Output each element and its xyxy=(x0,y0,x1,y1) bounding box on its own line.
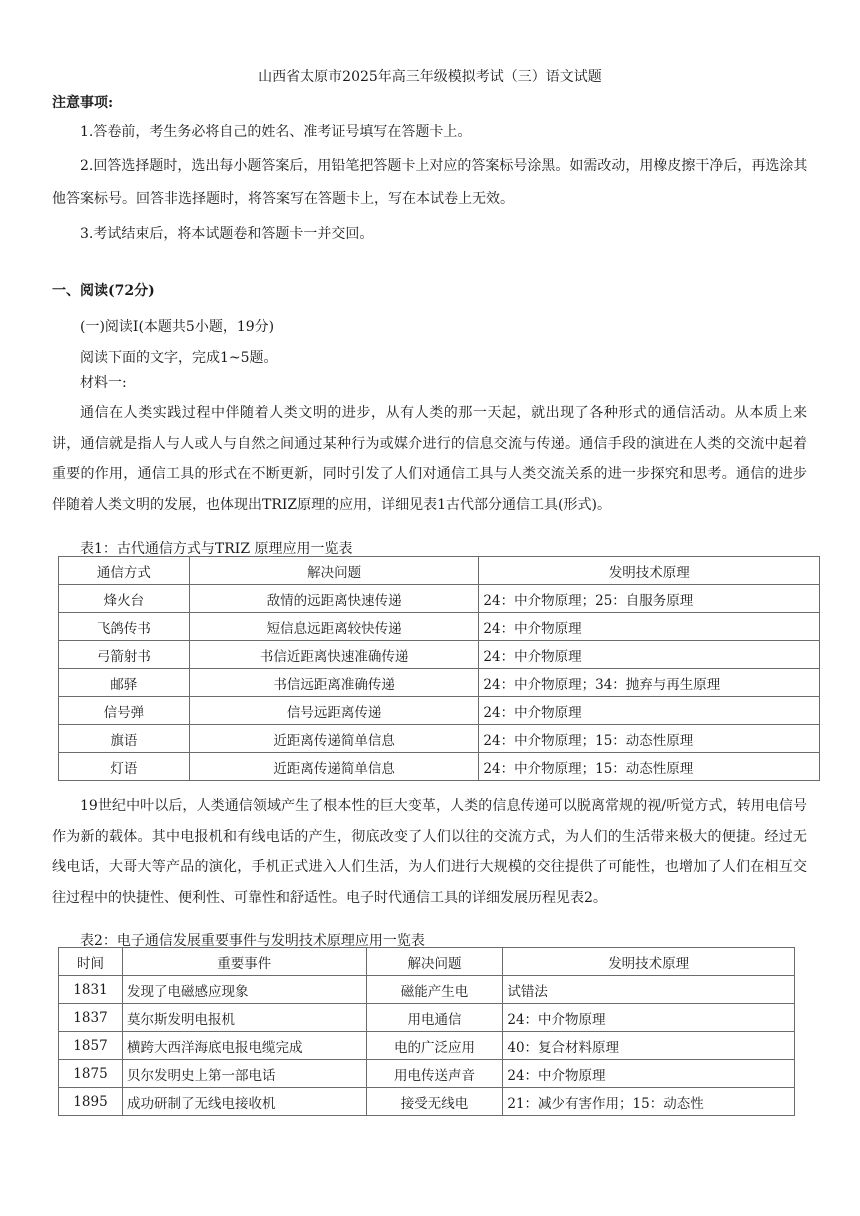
column-header: 解决问题 xyxy=(189,557,479,585)
page-title: 山西省太原市2025年高三年级模拟考试（三）语文试题 xyxy=(258,69,602,85)
table-cell: 接受无线电 xyxy=(366,1088,503,1116)
table-cell: 试错法 xyxy=(503,976,795,1004)
table-cell: 24：中介物原理 xyxy=(479,613,820,641)
table-cell: 磁能产生电 xyxy=(366,976,503,1004)
column-header: 时间 xyxy=(59,948,123,976)
table-cell: 烽火台 xyxy=(59,585,190,613)
table-cell: 24：中介物原理；15：动态性原理 xyxy=(479,725,820,753)
electronic-communication-table xyxy=(58,947,795,1116)
table-cell: 飞鸽传书 xyxy=(59,613,190,641)
paragraph: 通信在人类实践过程中伴随着人类文明的进步，从有人类的那一天起，就出现了各种形式的通信活动。从本质上来讲，通信就是指人与人或人与自然之间通过某种行为或媒介进行的信息交流与传递。通信手段的演进在人类的交流中起着重要的作用，通信工具的形式在不断更新，同时引发了人们对通信工具与人类交流关系的进一步探究和思考。通信的进步伴随着人类文明的发展，也体现出TRIZ原理的应用，详细见表1古代部分通信工具(形式)。 xyxy=(52,405,807,513)
table-cell: 灯语 xyxy=(59,753,190,781)
table-cell: 1875 xyxy=(59,1060,123,1088)
table-cell: 21：减少有害作用；15：动态性 xyxy=(503,1088,795,1116)
table-row xyxy=(59,1004,795,1032)
table-cell: 弓箭射书 xyxy=(59,641,190,669)
table-row xyxy=(59,697,820,725)
table-cell: 书信远距离准确传递 xyxy=(189,669,479,697)
table-cell: 1895 xyxy=(59,1088,123,1116)
table-cell: 发现了电磁感应现象 xyxy=(122,976,366,1004)
table-row xyxy=(59,1060,795,1088)
table-row xyxy=(59,641,820,669)
column-header: 发明技术原理 xyxy=(479,557,820,585)
table-cell: 信号弹 xyxy=(59,697,190,725)
table-row xyxy=(59,585,820,613)
column-header: 解决问题 xyxy=(366,948,503,976)
table-row xyxy=(59,753,820,781)
table-cell: 24：中介物原理 xyxy=(503,1004,795,1032)
table-row xyxy=(59,1032,795,1060)
paragraph: 19世纪中叶以后，人类通信领域产生了根本性的巨大变革，人类的信息传递可以脱离常规的视/听觉方式，转用电信号作为新的载体。其中电报机和有线电话的产生，彻底改变了人们以往的交流方式，为人们的生活带来极大的便捷。经过无线电话，大哥大等产品的演化，手机正式进入人们生活，为人们进行大规模的交往提供了可能性，也增加了人们在相互交往过程中的快捷性、便利性、可靠性和舒适性。电子时代通信工具的详细发展历程见表2。 xyxy=(52,798,807,906)
table-cell: 近距离传递简单信息 xyxy=(189,725,479,753)
table-cell: 成功研制了无线电接收机 xyxy=(122,1088,366,1116)
table-row xyxy=(59,1088,795,1116)
material-label: 材料一: xyxy=(80,375,127,391)
table-cell: 40：复合材料原理 xyxy=(503,1032,795,1060)
section-heading: 一、阅读(72分) xyxy=(52,283,155,299)
sub-heading: (一)阅读Ⅰ(本题共5小题，19分) xyxy=(80,319,275,335)
table-cell: 贝尔发明史上第一部电话 xyxy=(122,1060,366,1088)
table-cell: 莫尔斯发明电报机 xyxy=(122,1004,366,1032)
table-cell: 用电传送声音 xyxy=(366,1060,503,1088)
table-cell: 近距离传递简单信息 xyxy=(189,753,479,781)
column-header: 通信方式 xyxy=(59,557,190,585)
table-caption: 表1：古代通信方式与TRIZ 原理应用一览表 xyxy=(80,541,353,557)
table-row xyxy=(59,725,820,753)
table-cell: 用电通信 xyxy=(366,1004,503,1032)
table-cell: 24：中介物原理；34：抛弃与再生原理 xyxy=(479,669,820,697)
table-cell: 24：中介物原理；15：动态性原理 xyxy=(479,753,820,781)
table-cell: 短信息远距离较快传递 xyxy=(189,613,479,641)
table-row xyxy=(59,613,820,641)
notice-item: 2.回答选择题时，选出每小题答案后，用铅笔把答题卡上对应的答案标号涂黑。如需改动，用橡皮擦干净后，再选涂其他答案标号。回答非选择题时，将答案写在答题卡上，写在本试卷上无效。 xyxy=(52,158,808,207)
notice-heading: 注意事项: xyxy=(52,95,114,111)
table-header-row xyxy=(59,948,795,976)
column-header: 重要事件 xyxy=(122,948,366,976)
table-caption: 表2：电子通信发展重要事件与发明技术原理应用一览表 xyxy=(80,933,425,949)
table-cell: 24：中介物原理 xyxy=(479,641,820,669)
table-cell: 横跨大西洋海底电报电缆完成 xyxy=(122,1032,366,1060)
notice-item: 3.考试结束后，将本试题卷和答题卡一并交回。 xyxy=(80,226,374,242)
table-cell: 24：中介物原理 xyxy=(503,1060,795,1088)
table-cell: 24：中介物原理；25：自服务原理 xyxy=(479,585,820,613)
table-cell: 24：中介物原理 xyxy=(479,697,820,725)
table-cell: 敌情的远距离快速传递 xyxy=(189,585,479,613)
table-header-row xyxy=(59,557,820,585)
table-cell: 旗语 xyxy=(59,725,190,753)
table-cell: 电的广泛应用 xyxy=(366,1032,503,1060)
table-cell: 信号远距离传递 xyxy=(189,697,479,725)
table-row xyxy=(59,976,795,1004)
table-cell: 书信近距离快速准确传递 xyxy=(189,641,479,669)
table-cell: 1857 xyxy=(59,1032,123,1060)
table-row xyxy=(59,669,820,697)
table-cell: 邮驿 xyxy=(59,669,190,697)
instruction: 阅读下面的文字，完成1~5题。 xyxy=(80,350,278,366)
table-cell: 1837 xyxy=(59,1004,123,1032)
column-header: 发明技术原理 xyxy=(503,948,795,976)
notice-item: 1.答卷前，考生务必将自己的姓名、准考证号填写在答题卡上。 xyxy=(80,124,472,140)
table-cell: 1831 xyxy=(59,976,123,1004)
ancient-communication-table xyxy=(58,556,820,781)
